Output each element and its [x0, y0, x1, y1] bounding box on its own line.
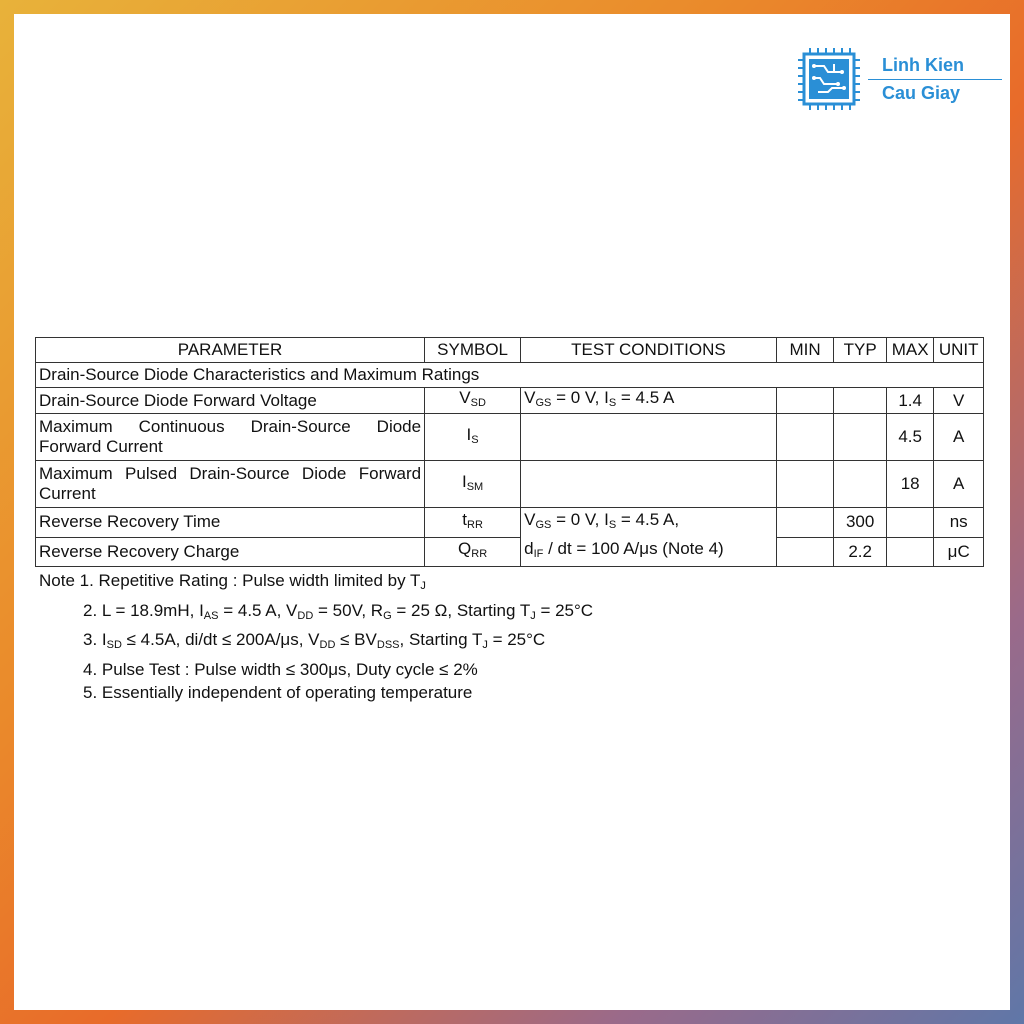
- notes-block: [39, 569, 593, 705]
- table-row: [36, 508, 984, 538]
- note-2: 2. L = 18.9mH, $I_{AS} = 4.5$ A, $V_{DD} = 50V$, $R_G = 25$ Ω, Starting $T_J = 25^\circ C$: [83, 600, 594, 622]
- table-row: [36, 461, 984, 508]
- cell-max: 1.4: [886, 388, 934, 414]
- cell-min: [776, 388, 834, 414]
- table-header-row: [36, 338, 984, 363]
- cell-symbol: $I_{SM}$: [425, 461, 521, 508]
- cell-condition-merged: $V_{GS} = 0$ V, $I_S = 4.5$ A, $d_{IF}$ / dt = 100 A/μs (Note 4): [521, 508, 777, 567]
- cell-parameter: Reverse Recovery Time: [36, 508, 425, 538]
- cell-typ: 300: [834, 508, 887, 538]
- cell-max: [886, 508, 934, 538]
- section-row: [36, 363, 984, 388]
- cell-parameter: Reverse Recovery Charge: [36, 537, 425, 567]
- cell-condition: [521, 461, 777, 508]
- cell-min: [776, 461, 834, 508]
- cell-unit: A: [934, 461, 984, 508]
- cell-max: 4.5: [886, 414, 934, 461]
- cell-min: [776, 537, 834, 567]
- note-5: 5. Essentially independent of operating temperature: [83, 683, 473, 702]
- cell-unit: A: [934, 414, 984, 461]
- header-min: MIN: [776, 338, 834, 363]
- cell-condition: [521, 414, 777, 461]
- cell-typ: [834, 461, 887, 508]
- cell-unit: V: [934, 388, 984, 414]
- note-1: Note 1. Repetitive Rating : Pulse width limited by $T_J$: [39, 571, 426, 592]
- diode-characteristics-table: [35, 337, 984, 567]
- table-row: [36, 537, 984, 567]
- cell-symbol: $I_S$: [425, 414, 521, 461]
- header-typ: TYP: [834, 338, 887, 363]
- cell-unit: ns: [934, 508, 984, 538]
- table-row: [36, 388, 984, 414]
- cell-typ: [834, 414, 887, 461]
- header-parameter: PARAMETER: [36, 338, 425, 363]
- brand-logo: [798, 38, 1008, 118]
- cell-symbol: $Q_{RR}$: [425, 537, 521, 567]
- table-row: [36, 414, 984, 461]
- cell-typ: [834, 388, 887, 414]
- cell-max: [886, 537, 934, 567]
- brand-name-line1: Linh Kien: [882, 55, 964, 75]
- cell-parameter: Maximum Continuous Drain-Source Diode Forward Current: [36, 414, 425, 461]
- brand-divider: [868, 79, 1002, 80]
- section-title: Drain-Source Diode Characteristics and Maximum Ratings: [36, 363, 984, 388]
- circuit-chip-icon: [798, 48, 860, 110]
- cell-min: [776, 508, 834, 538]
- cell-typ: 2.2: [834, 537, 887, 567]
- brand-name-line2: Cau Giay: [882, 83, 961, 103]
- cell-max: 18: [886, 461, 934, 508]
- page-canvas: [14, 14, 1010, 1010]
- cell-unit: μC: [934, 537, 984, 567]
- header-symbol: SYMBOL: [425, 338, 521, 363]
- cell-parameter: Drain-Source Diode Forward Voltage: [36, 388, 425, 414]
- cell-parameter: Maximum Pulsed Drain-Source Diode Forward Current: [36, 461, 425, 508]
- header-max: MAX: [886, 338, 934, 363]
- header-unit: UNIT: [934, 338, 984, 363]
- note-4: 4. Pulse Test : Pulse width ≤ 300μs, Duty cycle ≤ 2%: [83, 659, 478, 679]
- cell-condition: $V_{GS} = 0$ V, $I_S = 4.5$ A: [521, 388, 777, 414]
- cell-symbol: $V_{SD}$: [425, 388, 521, 414]
- header-test-conditions: TEST CONDITIONS: [521, 338, 777, 363]
- note-3: 3. $I_{SD} \le 4.5A$, di/dt ≤ 200A/μs, $V_{DD} \le BV_{DSS}$, Starting $T_J = 25^\circ C$: [83, 630, 546, 651]
- cell-min: [776, 414, 834, 461]
- cell-symbol: $t_{RR}$: [425, 508, 521, 538]
